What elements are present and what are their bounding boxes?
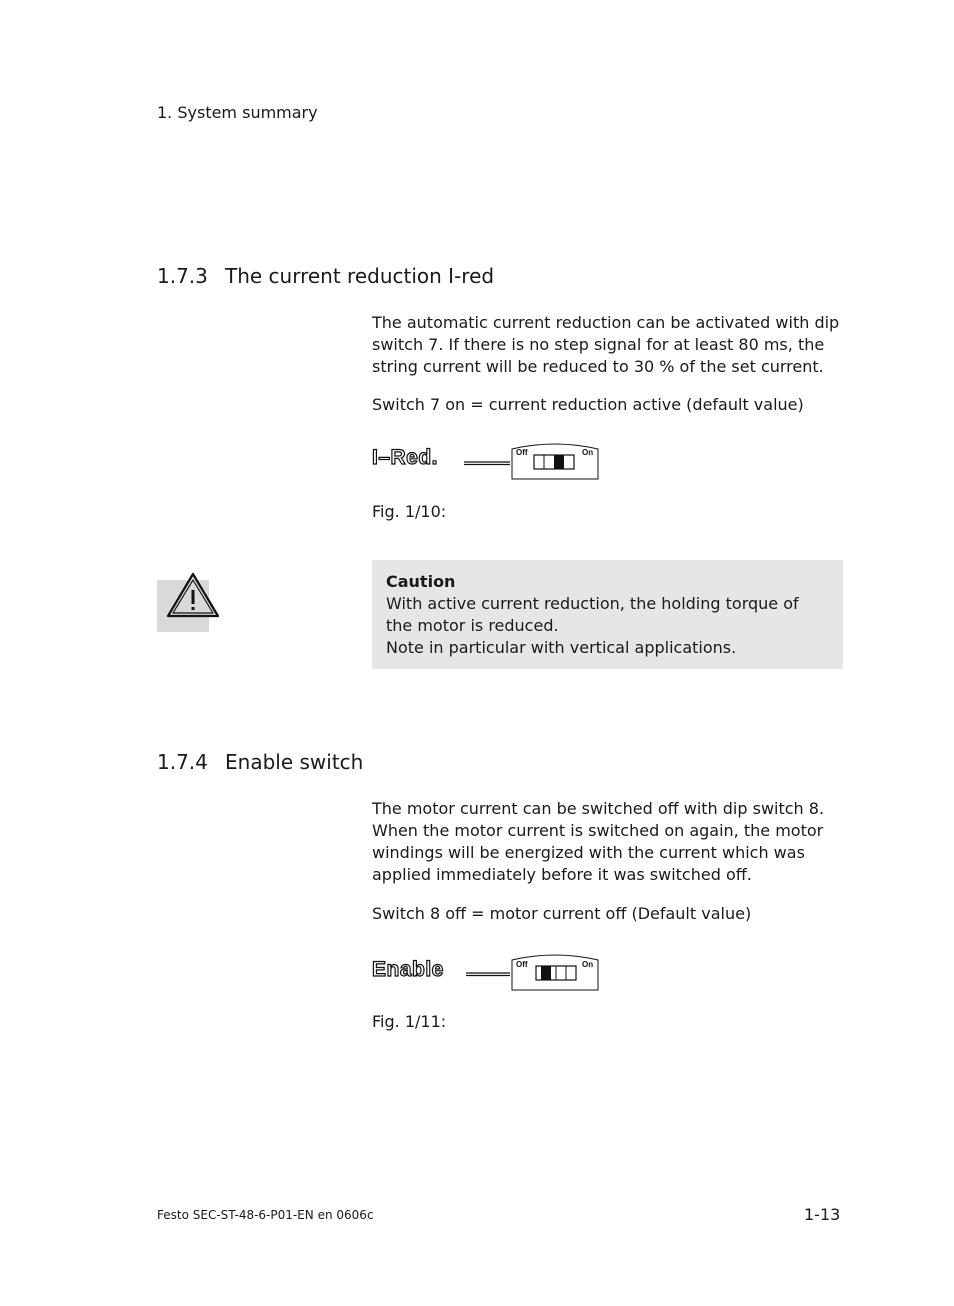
dip-label: I–Red. [372,446,439,469]
caution-text: With active current reduction, the holding torque of the motor is reduced. [386,594,799,635]
footer-document-id: Festo SEC-ST-48-6-P01-EN en 0606c [157,1208,374,1222]
paragraph-switch8: Switch 8 off = motor current off (Default value) [372,904,752,923]
caution-note: Note in particular with vertical applications. [386,638,737,657]
caution-box [372,560,843,669]
paragraph-switch7: Switch 7 on = current reduction active (default value) [372,395,804,414]
dip-switch-graphic [462,441,602,483]
section-title: Enable switch [225,750,364,774]
figure-caption: Fig. 1/10: [372,502,447,521]
dip-switch-figure-enable [372,952,602,994]
caution-title: Caution [386,572,456,591]
section-heading-enable-switch [157,750,363,774]
page-number: 1-13 [804,1205,841,1224]
section-number: 1.7.3 [157,264,208,288]
paragraph-enable: The motor current can be switched off with dip switch 8. When the motor current is switched on again, the motor windings will be energized with the current which was applied immediately before it was switched off. [372,799,825,884]
dip-switch-graphic [462,952,602,994]
dip-switch-figure-ired [372,441,602,483]
paragraph-current-reduction: The automatic current reduction can be activated with dip switch 7. If there is no step signal for at least 80 ms, the string current will be reduced to 30 % of the set current. [372,313,840,376]
switch-off-label: Off [516,448,528,457]
switch-on-label: On [582,448,594,457]
chapter-header: 1. System summary [157,103,318,122]
warning-triangle-icon [157,572,219,634]
switch-on-label: On [582,960,594,969]
section-title: The current reduction I-red [225,264,495,288]
switch-off-label: Off [516,960,528,969]
switch-knob [554,455,564,469]
dip-label: Enable [372,958,444,981]
section-number: 1.7.4 [157,750,208,774]
section-heading-current-reduction [157,264,494,288]
switch-knob [541,966,551,980]
figure-caption: Fig. 1/11: [372,1012,447,1031]
